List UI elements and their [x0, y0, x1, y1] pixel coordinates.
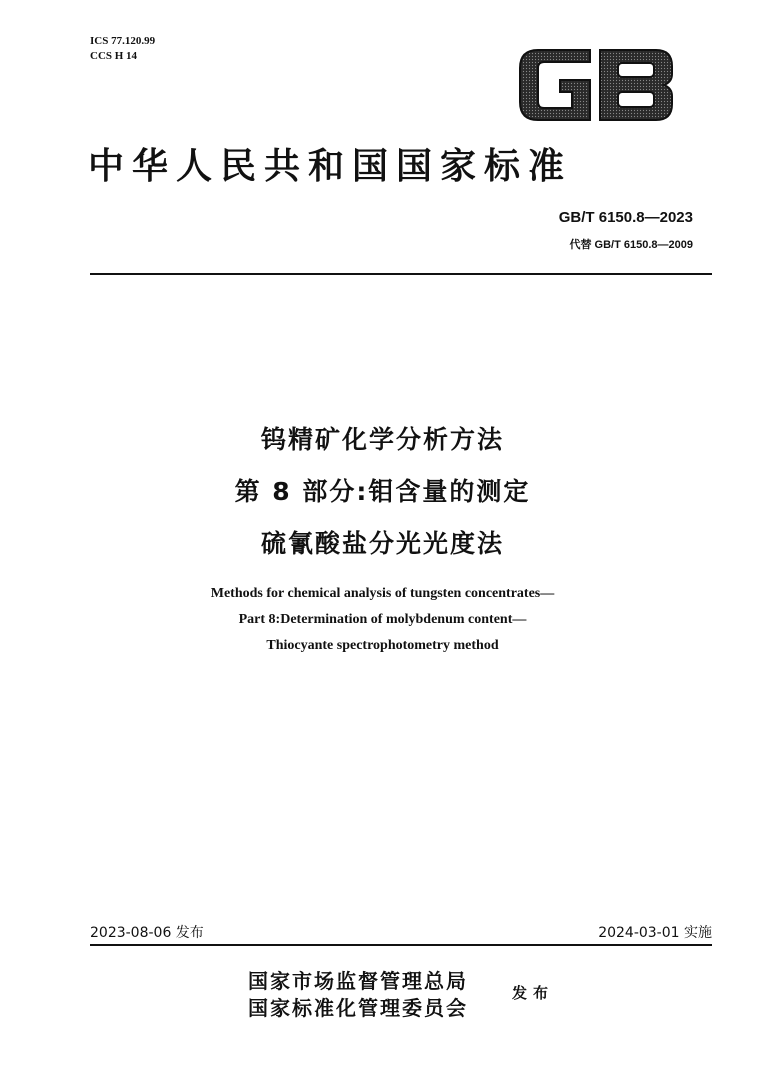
gb-logo-icon — [516, 46, 676, 124]
header-rule — [90, 273, 712, 275]
classification-codes — [90, 34, 155, 64]
publish-date: 2023-08-06 发布 — [90, 925, 204, 941]
ccs-code: CCS H 14 — [90, 50, 138, 62]
title-en-line-2: Part 8:Determination of molybdenum content— — [238, 612, 527, 627]
release-label: 发布 — [512, 984, 555, 1002]
standard-number: GB/T 6150.8—2023 — [558, 209, 693, 226]
national-standard-title: 中华人民共和国国家标准 — [88, 145, 573, 187]
title-cn-line-1: 钨精矿化学分析方法 — [260, 425, 504, 454]
replaces-standard: 代替 GB/T 6150.8—2009 — [569, 239, 693, 251]
title-en-line-1: Methods for chemical analysis of tungsten concentrates— — [210, 586, 555, 601]
title-cn-line-3: 硫氰酸盐分光光度法 — [260, 529, 504, 558]
title-en-line-3: Thiocyante spectrophotometry method — [266, 638, 499, 653]
title-cn-line-2: 第 8 部分:钼含量的测定 — [234, 477, 531, 506]
issuer-sac: 国家标准化管理委员会 — [248, 996, 468, 1020]
footer-rule — [90, 944, 712, 946]
ics-code: ICS 77.120.99 — [90, 35, 156, 47]
implement-date: 2024-03-01 实施 — [598, 925, 712, 941]
issuer-samr: 国家市场监督管理总局 — [248, 969, 468, 993]
